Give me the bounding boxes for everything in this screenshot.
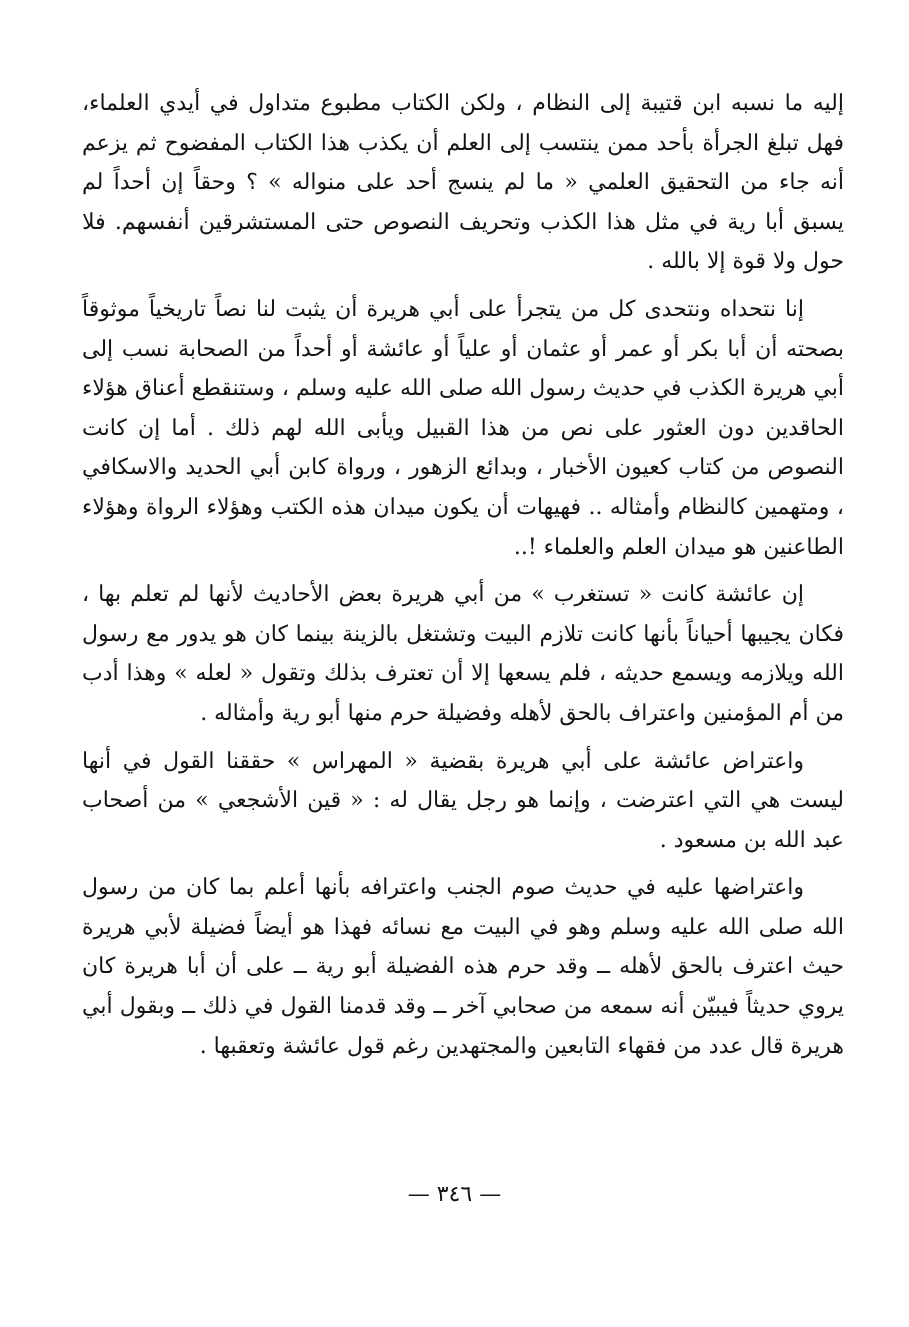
paragraph-2: إنا نتحداه ونتحدى كل من يتجرأ على أبي هريرة أن يثبت لنا نصاً تاريخياً موثوقاً بصحته أن أبا بكر أو عمر أو عثمان أو علياً أو عائشة أو أحداً من الصحابة نسب إلى أبي هريرة الكذب في حديث رسول الله صلى الله عليه وسلم ، وستنقطع أعناق هؤلاء الحاقدين دون العثور على نص من هذا القبيل ويأبى الله لهم ذلك . أما إن كانت النصوص من كتاب كعيون الأخبار ، وبدائع الزهور ، ورواة كابن أبي الحديد والاسكافي ، ومتهمين كالنظام وأمثاله .. فهيهات أن يكون ميدان هذه الكتب وهؤلاء الرواة وهؤلاء الطاعنين هو ميدان العلم والعلماء !..	[82, 296, 844, 560]
paragraph-gap	[82, 282, 844, 290]
paragraph-gap	[82, 734, 844, 742]
page-body	[82, 84, 844, 1264]
paragraph-1: إليه ما نسبه ابن قتيبة إلى النظام ، ولكن الكتاب مطبوع متداول في أيدي العلماء، فهل تبلغ الجرأة بأحد ممن ينتسب إلى العلم أن يكذب هذا الكتاب المفضوح ثم يزعم أنه جاء من التحقيق العلمي « ما لم ينسج أحد على منواله » ؟ وحقاً إن أحداً لم يسبق أبا رية في مثل هذا الكذب وتحريف النصوص حتى المستشرقين أنفسهم. فلا حول ولا قوة إلا بالله .	[82, 91, 844, 275]
paragraph-gap	[82, 860, 844, 868]
paragraph-gap	[82, 567, 844, 575]
paragraph-4: واعتراض عائشة على أبي هريرة بقضية « المهراس » حققنا القول في أنها ليست هي التي اعترضت ، وإنما هو رجل يقال له : « قين الأشجعي » من أصحاب عبد الله بن مسعود .	[82, 748, 844, 853]
paragraph-3: إن عائشة كانت « تستغرب » من أبي هريرة بعض الأحاديث لأنها لم تعلم بها ، فكان يجيبها أحياناً بأنها كانت تلازم البيت وتشتغل بالزينة بينما كان هو يدور مع رسول الله ويلازمه ويسمع حديثه ، فلم يسعها إلا أن تعترف بذلك وتقول « لعله » وهذا أدب من أم المؤمنين واعتراف بالحق لأهله وفضيلة حرم منها أبو رية وأمثاله .	[82, 582, 844, 726]
page-number: — ٣٤٦ —	[407, 1182, 502, 1207]
paragraph-5: واعتراضها عليه في حديث صوم الجنب واعترافه بأنها أعلم بما كان من رسول الله صلى الله عليه وسلم وهو في البيت مع نسائه فهذا هو أيضاً فضيلة لأبي هريرة حيث اعترف بالحق لأهله ــ وقد حرم هذه الفضيلة أبو رية ــ على أن أبا هريرة كان يروي حديثاً فيبيّن أنه سمعه من صحابي آخر ــ وقد قدمنا القول في ذلك ــ وبقول أبي هريرة قال عدد من فقهاء التابعين والمجتهدين رغم قول عائشة وتعقبها .	[82, 875, 844, 1059]
